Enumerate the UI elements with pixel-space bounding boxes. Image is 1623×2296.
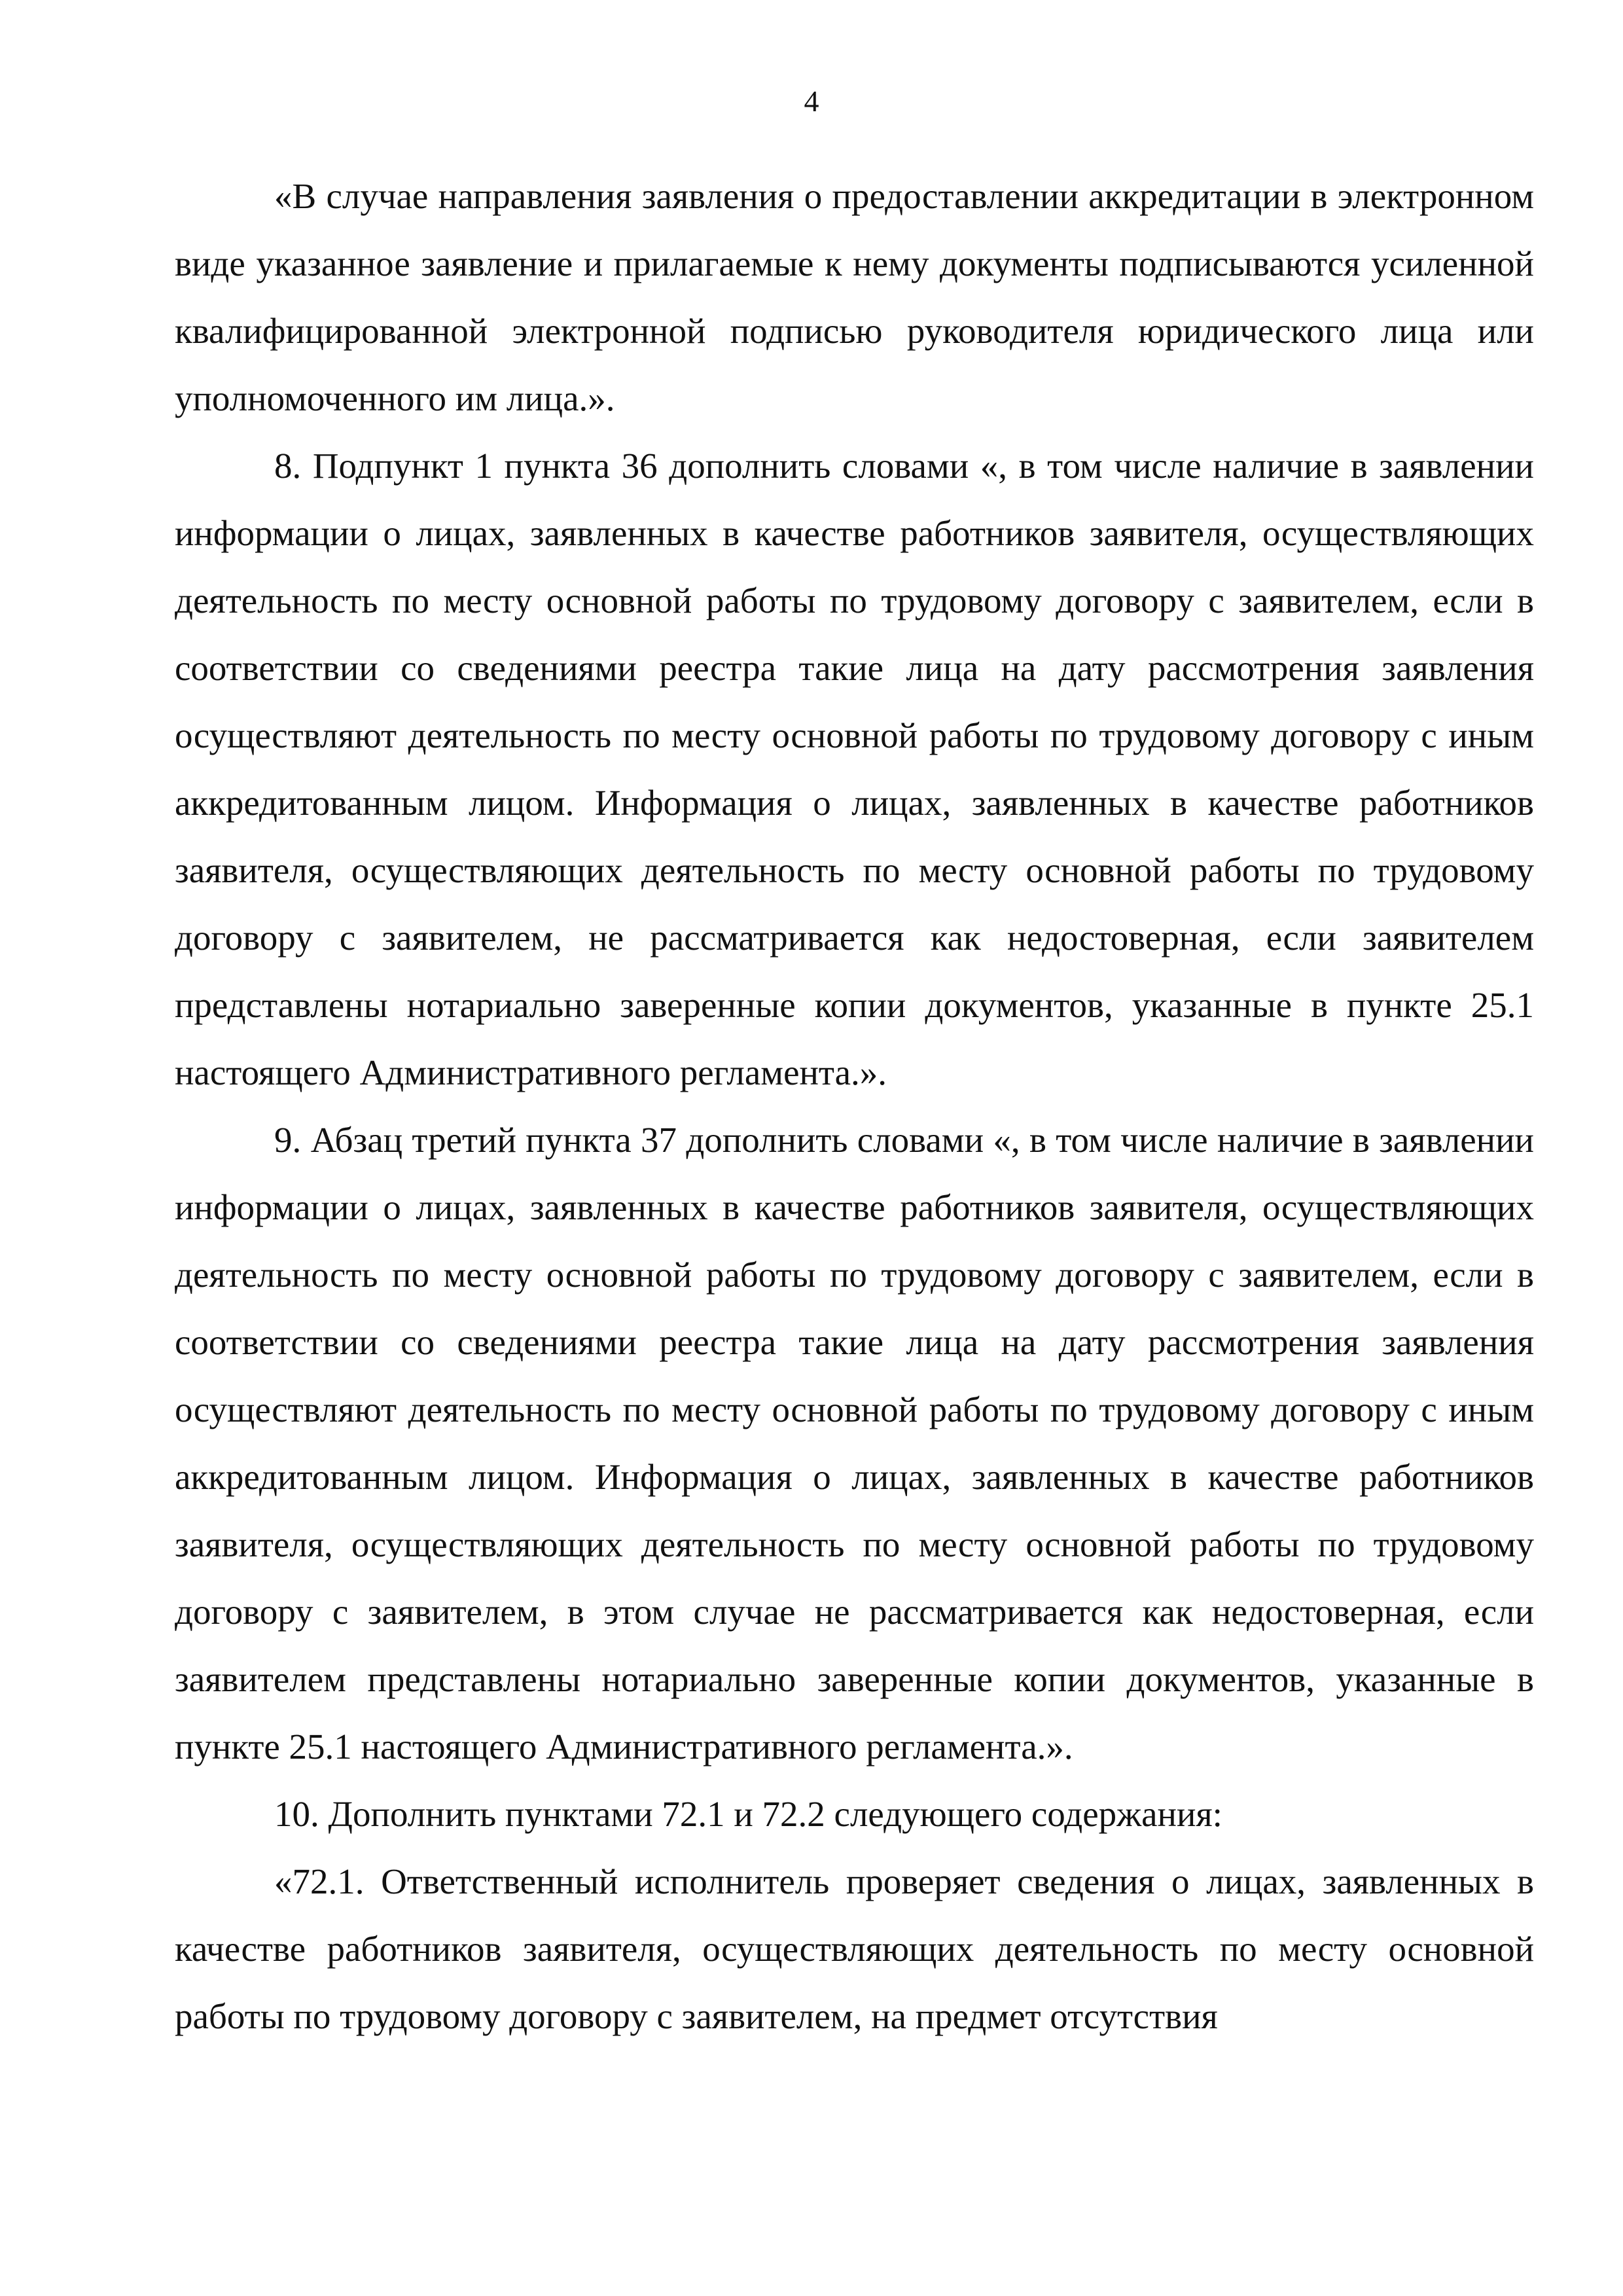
paragraph-item-8: 8. Подпункт 1 пункта 36 дополнить словами «, в том числе наличие в заявлении информации о лицах, заявленных в качестве работников заявителя, осуществляющих деятельность по месту основной работы по трудовому договору с заявителем, если в соответствии со сведениями реестра такие лица на дату рассмотрения заявления осуществляют деятельность по месту основной работы по трудовому договору с иным аккредитованным лицом. Информация о лицах, заявленных в качестве работников заявителя, осуществляющих деятельность по месту основной работы по трудовому договору с заявителем, не рассматривается как недостоверная, если заявителем представлены нотариально заверенные копии документов, указанные в пункте 25.1 настоящего Административного регламента.». (175, 446, 1534, 1092)
paragraph-item-10: 10. Дополнить пунктами 72.1 и 72.2 следующего содержания: (274, 1794, 1222, 1834)
paragraph-item-72-1: «72.1. Ответственный исполнитель проверяет сведения о лицах, заявленных в качестве работников заявителя, осуществляющих деятельность по месту основной работы по трудовому договору с заявителем, на предмет отсутствия (175, 1861, 1534, 2036)
document-body (175, 162, 1534, 2050)
paragraph-amendment-text: «В случае направления заявления о предоставлении аккредитации в электронном виде указанное заявление и прилагаемые к нему документы подписываются усиленной квалифицированной электронной подписью руководителя юридического лица или уполномоченного им лица.». (175, 176, 1534, 418)
paragraph-item-9: 9. Абзац третий пункта 37 дополнить словами «, в том числе наличие в заявлении информации о лицах, заявленных в качестве работников заявителя, осуществляющих деятельность по месту основной работы по трудовому договору с заявителем, если в соответствии со сведениями реестра такие лица на дату рассмотрения заявления осуществляют деятельность по месту основной работы по трудовому договору с иным аккредитованным лицом. Информация о лицах, заявленных в качестве работников заявителя, осуществляющих деятельность по месту основной работы по трудовому договору с заявителем, в этом случае не рассматривается как недостоверная, если заявителем представлены нотариально заверенные копии документов, указанные в пункте 25.1 настоящего Административного регламента.». (175, 1120, 1534, 1767)
page-number: 4 (804, 84, 819, 118)
